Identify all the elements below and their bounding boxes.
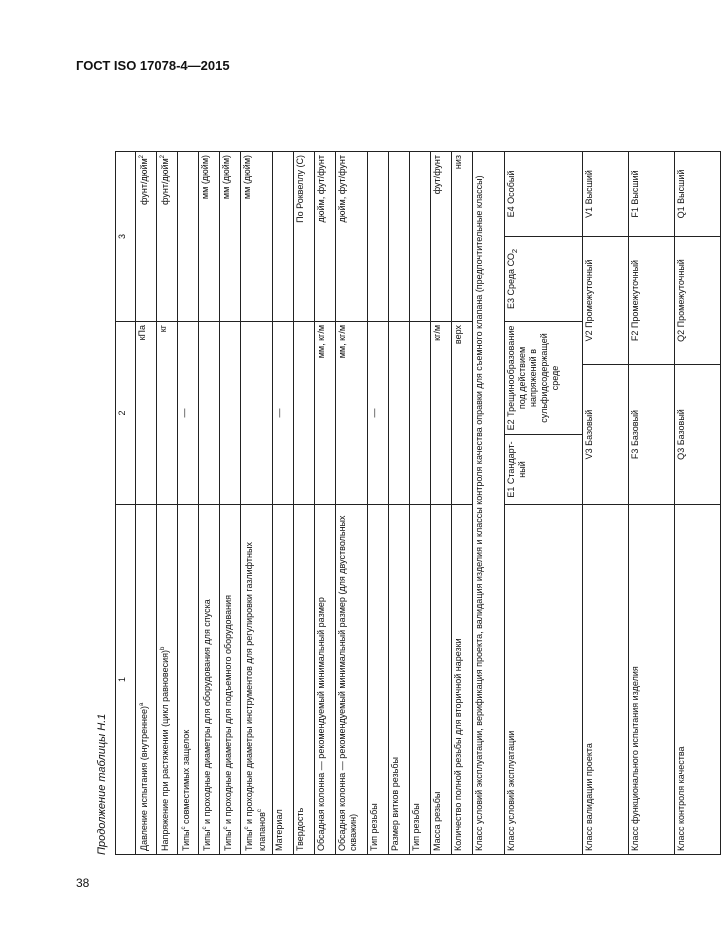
unit-us-cell xyxy=(136,151,157,321)
unit-us-cell xyxy=(220,151,241,321)
classes-note-cell: Класс условий эксплуатации, верификация проекта, валидация изделия и классы контроля качества оправки для съемного клапана (предпочтительные классы) xyxy=(473,151,505,854)
unit-si-cell: мм, кг/м xyxy=(336,321,368,504)
unit-us-text: фунт/дюйм xyxy=(139,158,149,205)
unit-us-cell xyxy=(452,151,473,321)
table-row xyxy=(368,151,389,854)
unit-us-text: фут/фунт xyxy=(432,154,442,195)
param-cell xyxy=(452,505,473,855)
spec-table xyxy=(115,151,721,855)
unit-us-cell xyxy=(199,151,220,321)
validation-basic-cell: V3 Базовый xyxy=(583,365,629,505)
param-cell xyxy=(294,505,315,855)
table-row xyxy=(389,151,410,854)
unit-us-cell xyxy=(336,151,368,321)
param-cell xyxy=(241,505,273,855)
footnote-marker: c xyxy=(181,826,187,830)
table-row xyxy=(273,151,294,854)
unit-us-cell xyxy=(178,151,199,321)
param-cell xyxy=(157,505,178,855)
param-text: Типы xyxy=(223,829,233,851)
unit-us-cell xyxy=(410,151,431,321)
unit-si-cell xyxy=(241,321,273,504)
param-text: Материал xyxy=(274,809,284,851)
rotated-table-block xyxy=(93,152,686,855)
service-e1-cell: Е1 Стандарт-ный xyxy=(505,435,583,505)
unit-us-text: дюйм, фут/фунт xyxy=(316,154,326,223)
functional-basic-cell: F3 Базовый xyxy=(629,365,675,505)
col-header-1: 1 xyxy=(116,505,136,855)
validation-intermediate-cell: V2 Промежуточный xyxy=(583,236,629,364)
table-row xyxy=(157,151,178,854)
param-text-rest: и проходные диаметры инструментов для регулировки газлифтных клапанов xyxy=(244,542,267,851)
param-cell xyxy=(336,505,368,855)
param-cell xyxy=(431,505,452,855)
unit-us-cell xyxy=(294,151,315,321)
param-text: Давление испытания (внутреннее) xyxy=(139,705,149,851)
footnote-marker: 2 xyxy=(139,154,145,159)
unit-si-cell: — xyxy=(273,321,294,504)
service-e3-cell xyxy=(505,236,583,321)
footnote-marker: 2 xyxy=(160,154,166,159)
table-row xyxy=(410,151,431,854)
unit-us-text: По Роквеллу (С) xyxy=(295,154,305,223)
unit-us-cell xyxy=(315,151,336,321)
unit-us-cell xyxy=(389,151,410,321)
footnote-marker: c xyxy=(223,826,229,830)
unit-us-text: мм (дюйм) xyxy=(221,154,231,200)
functional-intermediate-cell: F2 Промежуточный xyxy=(629,236,675,364)
table-row xyxy=(431,151,452,854)
param-cell xyxy=(136,505,157,855)
unit-us-text: низ xyxy=(453,154,463,170)
functional-class-label: Класс функционального испытания изделия xyxy=(629,505,675,855)
unit-si-cell: кг/м xyxy=(431,321,452,504)
table-header-row xyxy=(116,151,136,854)
footnote-marker: c xyxy=(244,826,250,830)
quality-class-label: Класс контроля качества xyxy=(675,505,721,855)
param-cell xyxy=(220,505,241,855)
unit-si-cell xyxy=(389,321,410,504)
table-row xyxy=(473,151,505,854)
unit-us-text: мм (дюйм) xyxy=(200,154,210,200)
quality-basic-cell: Q3 Базовый xyxy=(675,365,721,505)
unit-si-cell: — xyxy=(178,321,199,504)
unit-us-text: фунт/дюйм xyxy=(160,158,170,205)
page-number: 38 xyxy=(76,876,90,890)
table-row xyxy=(241,151,273,854)
table-caption: Продолжение таблицы Н.1 xyxy=(96,713,108,855)
param-cell xyxy=(315,505,336,855)
service-e3-text: Е3 Среда СО xyxy=(506,253,516,310)
param-text: Типы xyxy=(181,829,191,851)
unit-us-cell xyxy=(273,151,294,321)
quality-intermediate-cell: Q2 Промежуточный xyxy=(675,236,721,364)
document-header: ГОСТ ISO 17078-4—2015 xyxy=(76,58,230,73)
param-text: Обсадная колонна — рекомендуемый минимальный размер xyxy=(316,597,326,851)
validation-highest-cell: V1 Высший xyxy=(583,151,629,236)
param-cell xyxy=(389,505,410,855)
footnote-marker: c xyxy=(202,826,208,830)
param-text: Масса резьбы xyxy=(432,791,442,851)
table-row xyxy=(199,151,220,854)
unit-us-cell xyxy=(241,151,273,321)
service-class-label: Класс условий эксплуатации xyxy=(505,505,583,855)
param-text-rest: и проходные диаметры для подъемного оборудования xyxy=(223,594,233,827)
param-cell xyxy=(199,505,220,855)
param-text: Размер витков резьбы xyxy=(390,757,400,851)
param-cell xyxy=(410,505,431,855)
param-text: Напряжение при растяжении (цикл равновесия) xyxy=(160,650,170,851)
unit-us-cell xyxy=(157,151,178,321)
footnote-marker: a xyxy=(139,702,145,706)
validation-class-label: Класс валидации проекта xyxy=(583,505,629,855)
service-e2-cell: Е2 Трещинообразование под действием напряжений в сульфидсодержащей среде xyxy=(505,321,583,434)
unit-si-cell: верх xyxy=(452,321,473,504)
table-row xyxy=(220,151,241,854)
unit-si-cell: — xyxy=(368,321,389,504)
quality-class-row xyxy=(675,151,721,854)
param-text: Твердость xyxy=(295,807,305,851)
footnote-marker: c xyxy=(257,809,263,813)
table-row xyxy=(136,151,157,854)
param-text: Типы xyxy=(202,829,212,851)
param-text-rest: и проходные диаметры для оборудования для спуска xyxy=(202,599,212,827)
param-cell xyxy=(178,505,199,855)
col-header-3: 3 xyxy=(116,151,136,321)
service-e3-subscript: 2 xyxy=(509,248,519,254)
unit-us-text: мм (дюйм) xyxy=(242,154,252,200)
unit-si-cell xyxy=(220,321,241,504)
table-row xyxy=(452,151,473,854)
service-class-row xyxy=(505,151,583,854)
unit-si-cell xyxy=(294,321,315,504)
param-cell xyxy=(273,505,294,855)
unit-us-text: дюйм, фут/фунт xyxy=(337,154,347,223)
unit-si-cell: мм, кг/м xyxy=(315,321,336,504)
param-cell xyxy=(368,505,389,855)
unit-us-cell xyxy=(431,151,452,321)
param-text: Обсадная колонна — рекомендуемый минимальный размер (для двуствольных скважин) xyxy=(337,515,358,851)
col-header-2: 2 xyxy=(116,321,136,504)
table-row xyxy=(294,151,315,854)
service-e4-cell: Е4 Особый xyxy=(505,151,583,236)
quality-highest-cell: Q1 Высший xyxy=(675,151,721,236)
param-text: Тип резьбы xyxy=(411,803,421,851)
footnote-marker: b xyxy=(160,646,166,651)
unit-si-cell: кПа xyxy=(136,321,157,504)
unit-si-cell: кг xyxy=(157,321,178,504)
table-row xyxy=(315,151,336,854)
table-row xyxy=(178,151,199,854)
table-row xyxy=(336,151,368,854)
functional-highest-cell: F1 Высший xyxy=(629,151,675,236)
validation-class-row xyxy=(583,151,629,854)
functional-class-row xyxy=(629,151,675,854)
param-text-rest: совместимых защелок xyxy=(181,729,191,827)
param-text: Количество полной резьбы для вторичной нарезки xyxy=(453,638,463,851)
unit-si-cell xyxy=(199,321,220,504)
param-text: Тип резьбы xyxy=(369,803,379,851)
unit-si-cell xyxy=(410,321,431,504)
param-text: Типы xyxy=(244,829,254,851)
unit-us-cell xyxy=(368,151,389,321)
